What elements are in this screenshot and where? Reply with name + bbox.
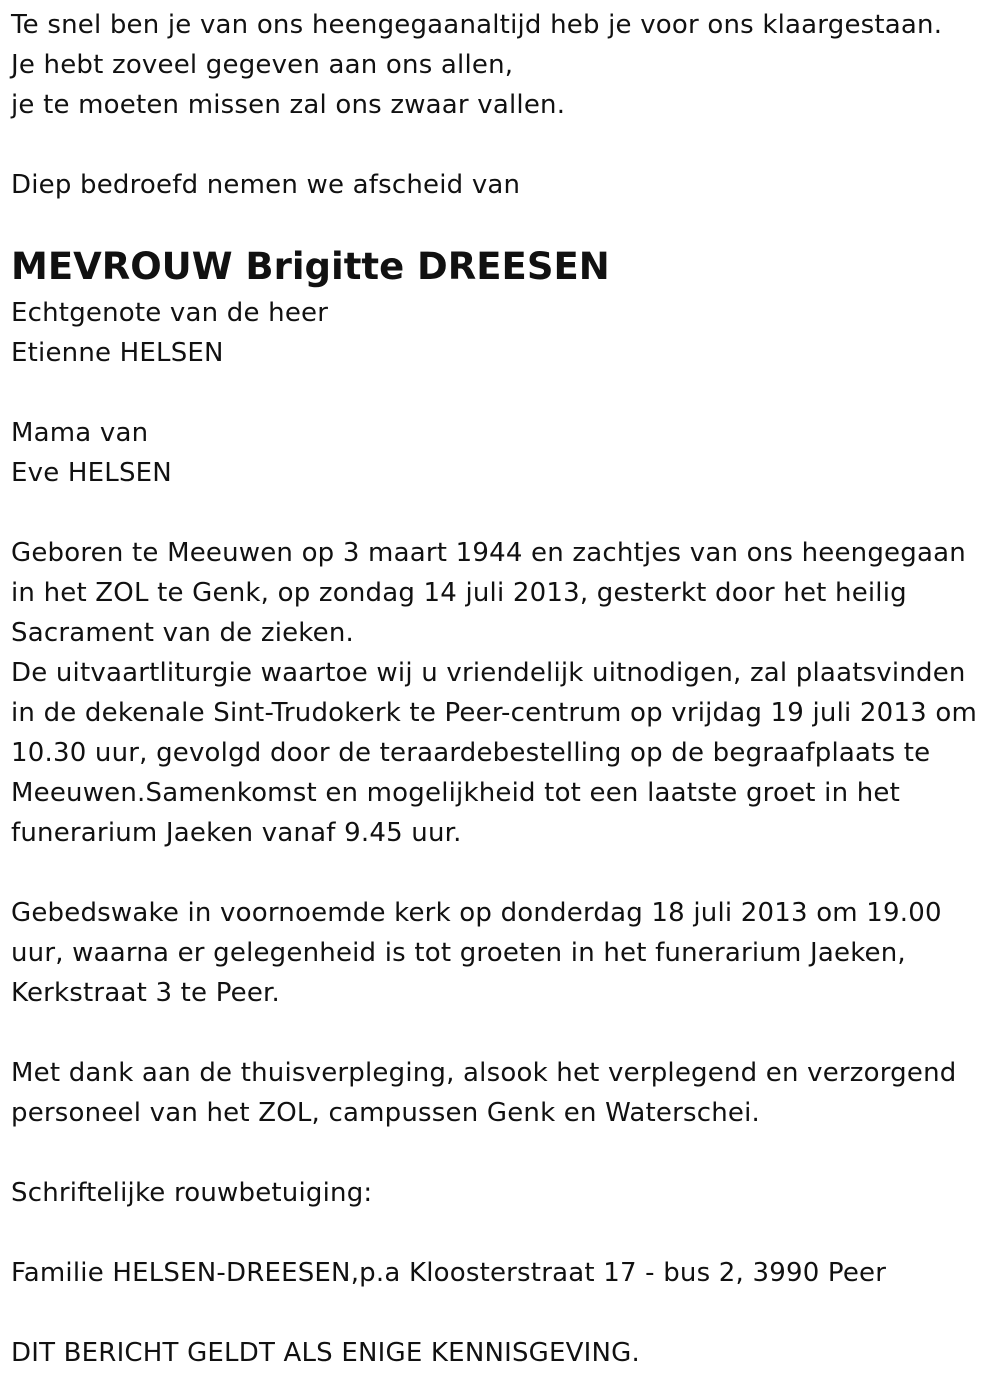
details-line: De uitvaartliturgie waartoe wij u vriendelijk uitnodigen, zal plaatsvinden [11, 658, 966, 688]
spouse-block [11, 293, 991, 373]
details-line: Geboren te Meeuwen op 3 maart 1944 en zachtjes van ons heengegaan [11, 538, 966, 568]
vigil-line: Kerkstraat 3 te Peer. [11, 978, 281, 1008]
spacer [11, 205, 991, 239]
spacer [11, 1133, 991, 1173]
spacer [11, 1013, 991, 1053]
family-address: Familie HELSEN-DREESEN,p.a Kloosterstraat 17 - bus 2, 3990 Peer [11, 1258, 887, 1288]
thanks-line: Met dank aan de thuisverpleging, alsook het verplegend en verzorgend [11, 1058, 957, 1088]
details-line: funerarium Jaeken vanaf 9.45 uur. [11, 818, 462, 848]
thanks-paragraph [11, 1053, 991, 1133]
notice-text: DIT BERICHT GELDT ALS ENIGE KENNISGEVING. [11, 1338, 640, 1368]
details-line: in het ZOL te Genk, op zondag 14 juli 2013, gesterkt door het heilig [11, 578, 907, 608]
child-name: Eve HELSEN [11, 458, 172, 488]
details-line: Sacrament van de zieken. [11, 618, 354, 648]
child-block [11, 413, 991, 493]
details-line: in de dekenale Sint-Trudokerk te Peer-centrum op vrijdag 19 juli 2013 om [11, 698, 977, 728]
obituary-notice [11, 5, 991, 1373]
spacer [11, 1293, 991, 1333]
poem-line: Te snel ben je van ons heengegaanaltijd heb je voor ons klaargestaan. [11, 10, 943, 40]
details-line: Meeuwen.Samenkomst en mogelijkheid tot een laatste groet in het [11, 778, 900, 808]
spacer [11, 853, 991, 893]
spouse-name: Etienne HELSEN [11, 338, 224, 368]
poem-line: je te moeten missen zal ons zwaar vallen. [11, 90, 566, 120]
details-paragraph [11, 533, 991, 853]
vigil-line: Gebedswake in voornoemde kerk op donderdag 18 juli 2013 om 19.00 [11, 898, 942, 928]
spacer [11, 1213, 991, 1253]
spacer [11, 373, 991, 413]
intro-text: Diep bedroefd nemen we afscheid van [11, 170, 521, 200]
thanks-line: personeel van het ZOL, campussen Genk en Waterschei. [11, 1098, 761, 1128]
spacer [11, 125, 991, 165]
child-label: Mama van [11, 418, 149, 448]
poem-line: Je hebt zoveel gegeven aan ons allen, [11, 50, 514, 80]
spacer [11, 493, 991, 533]
condolence-label: Schriftelijke rouwbetuiging: [11, 1178, 373, 1208]
spouse-label: Echtgenote van de heer [11, 298, 329, 328]
details-line: 10.30 uur, gevolgd door de teraardebestelling op de begraafplaats te [11, 738, 931, 768]
vigil-paragraph [11, 893, 991, 1013]
vigil-line: uur, waarna er gelegenheid is tot groeten in het funerarium Jaeken, [11, 938, 906, 968]
poem [11, 5, 991, 125]
deceased-name: MEVROUW Brigitte DREESEN [11, 245, 610, 288]
